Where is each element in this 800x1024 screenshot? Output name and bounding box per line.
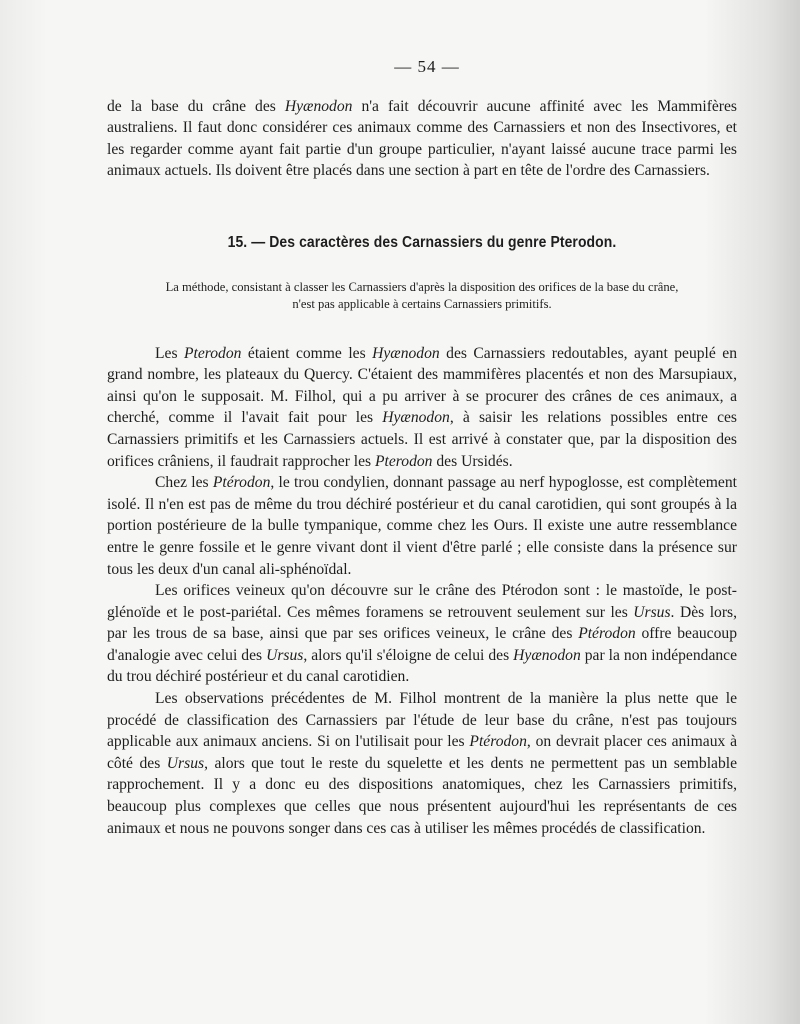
text-run: des Ursidés. — [432, 452, 513, 470]
text-run: , alors qu'il s'éloigne de celui des — [303, 646, 514, 664]
italic-term: Ptérodon — [469, 733, 527, 751]
italic-term: Hyænodon — [372, 344, 440, 362]
italic-term: Hyænodon — [382, 409, 450, 427]
paragraph-3 — [107, 472, 737, 580]
text-run: étaient comme les — [241, 344, 373, 362]
page-content — [107, 56, 737, 839]
italic-term: Ptérodon — [578, 625, 636, 643]
italic-term: Hyænodon — [284, 97, 353, 115]
paragraph-1 — [107, 96, 737, 182]
section-summary — [107, 279, 737, 313]
text-run: Les observations précédentes de M. Filhol montrent de la manière la plus nette que le procédé de classification des Carnassiers par l'étude de leur base du crâne, n'est pas toujours applicable aux animaux anciens. Si on l'utilisait pour les — [107, 690, 737, 751]
italic-term: Hyænodon — [513, 646, 581, 664]
text-run: . Dès lors, par les trous de sa base, ainsi que par ses orifices veineux, le crâne des — [107, 603, 737, 643]
italic-term: Ursus — [266, 646, 304, 664]
text-run: Les orifices veineux qu'on découvre sur le crâne des Ptérodon sont : le mastoïde, le post-glénoïde et le post-pariétal. Ces mêmes foramens se retrouvent seulement sur les — [107, 582, 737, 621]
italic-term: Pterodon — [375, 452, 433, 470]
text-run: , alors que tout le reste du squelette et les dents ne permettent pas un semblable rapprochement. Il y a donc eu des dispositions anatomiques, chez les Carnassiers primitifs, beaucoup plus complexes que celles que nous présentent aujourd'hui les représentants de ces animaux et nous ne pouvons songer dans ces cas à utiliser les mêmes procédés de classification. — [107, 754, 737, 837]
page-number: — 54 — — [394, 57, 460, 76]
text-run: par la non indépendance du trou déchiré postérieur et du canal carotidien. — [107, 646, 738, 686]
paragraph-5 — [107, 688, 737, 839]
text-run: n'a fait découvrir aucune affinité avec les Mammifères australiens. Il faut donc considérer ces animaux comme des Carnassiers et non des Insectivores, et les regarder comme ayant fait partie d'un groupe particulier, n'ayant laissé aucune trace parmi les animaux actuels. Ils doivent être placés dans une section à part en tête de l'ordre des Carnassiers. — [107, 97, 737, 180]
section-heading: 15. — Des caractères des Carnassiers du genre Pterodon. — [227, 233, 617, 251]
italic-term: Ursus — [633, 603, 671, 621]
summary-line-1: La méthode, consistant à classer les Carnassiers d'après la disposition des orifices de la base du crâne, — [165, 279, 679, 294]
text-run: offre beaucoup d'analogie avec celui des — [107, 625, 737, 664]
italic-term: Ursus — [166, 754, 205, 772]
italic-term: Pterodon — [183, 344, 242, 362]
paragraph-2 — [107, 343, 737, 473]
italic-term: Ptérodon — [212, 474, 271, 492]
text-run: , à saisir les relations possibles entre ces Carnassiers primitifs et les Carnassiers actuels. Il est arrivé à constater que, par la disposition des orifices crâniens, il faudrait rapprocher les — [107, 409, 737, 470]
paragraph-4 — [107, 580, 737, 688]
summary-line-2: n'est pas applicable à certains Carnassiers primitifs. — [292, 296, 552, 311]
text-run: Les — [155, 344, 184, 362]
text-run: , le trou condylien, donnant passage au nerf hypoglosse, est complètement isolé. Il n'en est pas de même du trou déchiré postérieur et du canal carotidien, qui sont groupés à la portion postérieure de la bulle tympanique, comme chez les Ours. Il existe une autre ressemblance entre le genre fossile et le genre vivant dont il vient d'être parlé ; elle consiste dans la présence sur tous les deux d'un canal ali-sphénoïdal. — [107, 474, 737, 578]
text-run: de la base du crâne des — [107, 97, 285, 115]
text-run: des Carnassiers redoutables, ayant peuplé en grand nombre, les plateaux du Quercy. C'étaient des mammifères placentés et non des Marsupiaux, ainsi qu'on le supposait. M. Filhol, qui a pu arriver à se procurer des crânes de ces animaux, a cherché, comme il l'avait fait pour les — [107, 344, 737, 427]
text-run: , on devrait placer ces animaux à côté des — [107, 733, 737, 772]
text-run: Chez les — [155, 474, 213, 492]
